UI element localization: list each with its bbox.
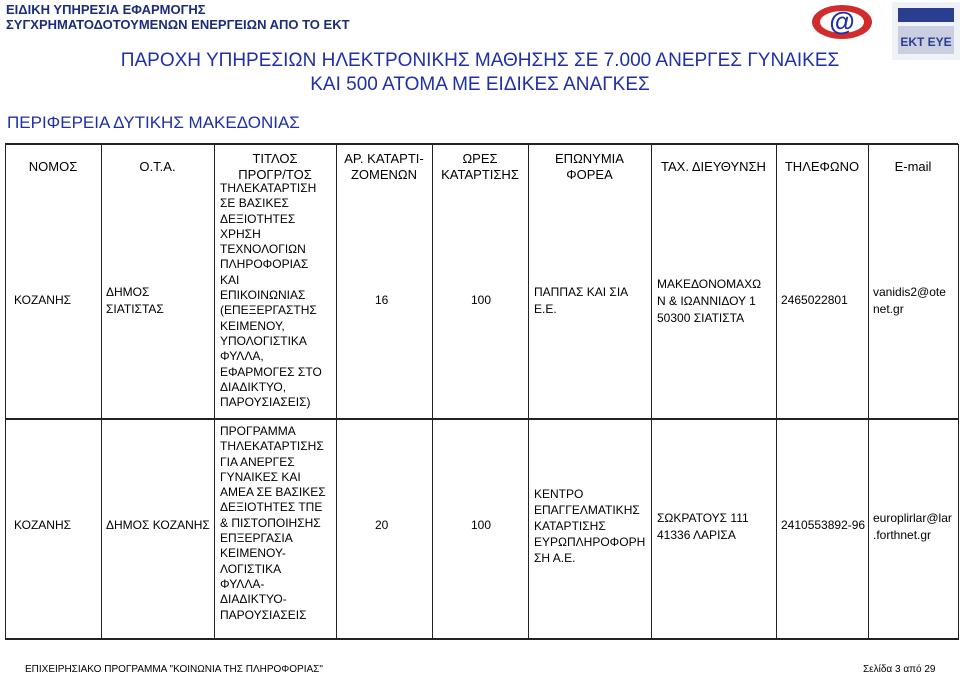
header-title: ΤΙΤΛΟΣ ΠΡΟΓΡ/ΤΟΣ (238, 151, 312, 182)
header-address: ΤΑΧ. ΔΙΕΥΘΥΝΣΗ (661, 159, 766, 174)
logo2-text: ΕΚΤ ΕΥΕ (900, 35, 952, 49)
cell-provider: ΚΕΝΤΡΟ ΕΠΑΓΓΕΛΜΑΤΙΚΗΣ ΚΑΤΑΡΤΙΣΗΣ ΕΥΡΩΠΛΗΡΟΦΟΡΗ ΣΗ Α.Ε. (534, 487, 646, 565)
table-top-border (5, 143, 958, 145)
cell-trainees: 20 (375, 518, 389, 532)
main-title-line1: ΠΑΡΟΧΗ ΥΠΗΡΕΣΙΩΝ ΗΛΕΚΤΡΟΝΙΚΗΣ ΜΑΘΗΣΗΣ ΣΕ 7.000 ΑΝΕΡΓΕΣ ΓΥΝΑΙΚΕΣ (120, 50, 840, 71)
cell-address: ΜΑΚΕΔΟΝΟΜΑΧΩ Ν & ΙΩΑΝΝΙΔΟΥ 1 50300 ΣΙΑΤΙΣΤΑ (657, 277, 762, 325)
col-border (214, 144, 215, 640)
cell-ota: ΔΗΜΟΣ ΣΙΑΤΙΣΤΑΣ (106, 285, 164, 316)
footer-program: ΕΠΙΧΕΙΡΗΣΙΑΚΟ ΠΡΟΓΡΑΜΜΑ "ΚΟΙΝΩΝΙΑ ΤΗΣ ΠΛΗΡΟΦΟΡΙΑΣ" (25, 664, 323, 675)
col-border (101, 144, 102, 640)
col-border (528, 144, 529, 640)
region-title: ΠΕΡΙΦΕΡΕΙΑ ΔΥΤΙΚΗΣ ΜΑΚΕΔΟΝΙΑΣ (7, 113, 300, 132)
row-divider (5, 418, 958, 420)
header-phone: ΤΗΛΕΦΩΝΟ (784, 159, 860, 174)
header-nomos: ΝΟΜΟΣ (28, 159, 78, 174)
cell-email[interactable]: vanidis2@ote net.gr (873, 285, 946, 316)
cell-trainees: 16 (375, 293, 389, 307)
cell-hours: 100 (471, 293, 492, 307)
agency-header (6, 2, 350, 32)
header-provider: ΕΠΩΝΥΜΙΑ ΦΟΡΕΑ (555, 151, 624, 182)
col-border (958, 144, 959, 640)
cell-nomos: ΚΟΖΑΝΗΣ (14, 293, 72, 307)
col-border (336, 144, 337, 640)
cell-nomos: ΚΟΖΑΝΗΣ (14, 518, 72, 532)
header-trainees: ΑΡ. ΚΑΤΑΡΤΙ- ΖΟΜΕΝΩΝ (344, 151, 424, 182)
cell-email[interactable]: europlirlar@lar .forthnet.gr (873, 511, 952, 542)
col-border (776, 144, 777, 640)
header-ota: Ο.Τ.Α. (139, 159, 176, 174)
cell-phone: 2410553892-96 (781, 518, 866, 532)
main-title-line2: ΚΑΙ 500 ΑΤΟΜΑ ΜΕ ΕΙΔΙΚΕΣ ΑΝΑΓΚΕΣ (310, 74, 650, 95)
col-border (5, 144, 6, 640)
footer-page-number: Σελίδα 3 από 29 (863, 664, 936, 675)
table-bottom-border (5, 638, 958, 640)
information-society-logo (808, 2, 876, 44)
col-border (868, 144, 869, 640)
cell-title: ΤΗΛΕΚΑΤΑΡΤΙΣΗ ΣΕ ΒΑΣΙΚΕΣ ΔΕΞΙΟΤΗΤΕΣ ΧΡΗΣΗ ΤΕΧΝΟΛΟΓΙΩΝ ΠΛΗΡΟΦΟΡΙΑΣ ΚΑΙ ΕΠΙΚΟΙΝΩΝΙΑΣ (ΕΠΕΞΕΡΓΑΣΤΗΣ ΚΕΙΜΕΝΟΥ, ΥΠΟΛΟΓΙΣΤΙΚΑ ΦΥΛΛΑ, ΕΦΑΡΜΟΓΕΣ ΣΤΟ ΔΙΑΔΙΚΤΥΟ, ΠΑΡΟΥΣΙΑΣΕΙΣ) (220, 181, 322, 410)
agency-header-line1: ΕΙΔΙΚΗ ΥΠΗΡΕΣΙΑ ΕΦΑΡΜΟΓΗΣ (6, 2, 206, 17)
header-email: E-mail (894, 159, 932, 174)
cell-phone: 2465022801 (781, 293, 848, 307)
cell-address: ΣΩΚΡΑΤΟΥΣ 111 41336 ΛΑΡΙΣΑ (657, 511, 749, 542)
logo-at-sign: @ (829, 6, 855, 36)
agency-header-line2: ΣΥΓΧΡΗΜΑΤΟΔΟΤΟΥΜΕΝΩΝ ΕΝΕΡΓΕΙΩΝ ΑΠΟ ΤΟ ΕΚΤ (6, 17, 350, 32)
cell-provider: ΠΑΠΠΑΣ ΚΑΙ ΣΙΑ Ε.Ε. (534, 285, 629, 316)
cell-hours: 100 (471, 518, 492, 532)
col-border (432, 144, 433, 640)
col-border (651, 144, 652, 640)
cell-title: ΠΡΟΓΡΑΜΜΑ ΤΗΛΕΚΑΤΑΡΤΙΣΗΣ ΓΙΑ ΑΝΕΡΓΕΣ ΓΥΝΑΙΚΕΣ ΚΑΙ ΑΜΕΑ ΣΕ ΒΑΣΙΚΕΣ ΔΕΞΙΟΤΗΤΕΣ ΤΠΕ & ΠΙΣΤΟΠΟΙΗΣΗΣ ΕΠΞΕΡΓΑΣΙΑ ΚΕΙΜΕΝΟΥ- ΛΟΓΙΣΤΙΚΑ ΦΥΛΛΑ- ΔΙΑΔΙΚΤΥΟ- ΠΑΡΟΥΣΙΑΣΕΙΣ (220, 424, 326, 622)
header-hours: ΩΡΕΣ ΚΑΤΑΡΤΙΣΗΣ (441, 151, 519, 182)
cell-ota: ΔΗΜΟΣ ΚΟΖΑΝΗΣ (106, 518, 210, 532)
